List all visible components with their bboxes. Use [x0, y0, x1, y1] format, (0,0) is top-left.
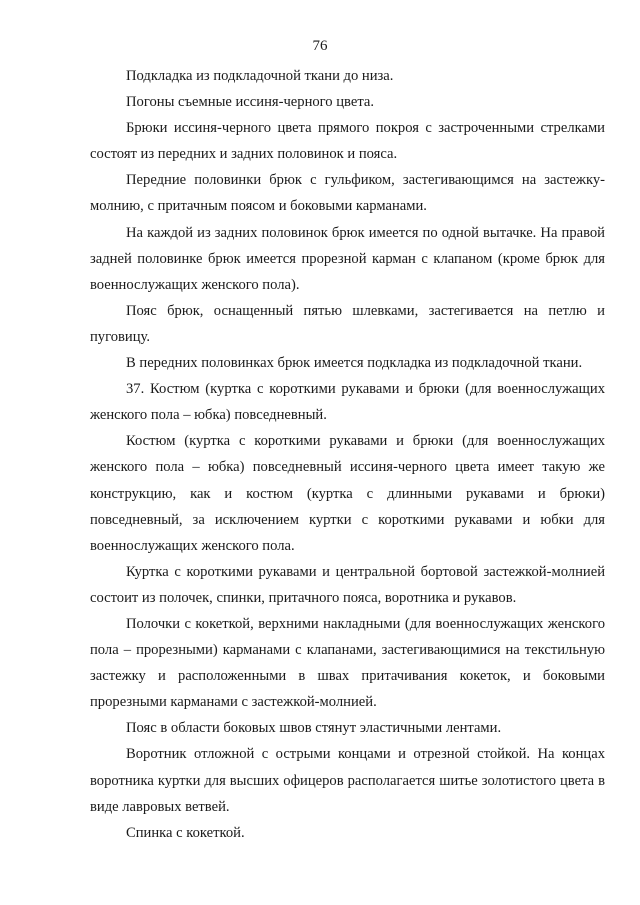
section-heading: 37. Костюм (куртка с короткими рукавами и брюки (для военнослужащих женского пола – юбка) повседневный. — [90, 381, 605, 424]
paragraph: Полочки с кокеткой, верхними накладными (для военнослужащих женского пола – прорезными) карманами с клапанами, застегивающимися на текстильную застежку и расположенными в швах притачивания кокеток, и боковыми прорезными карманами с застежкой-молнией. — [90, 615, 605, 711]
paragraph: Погоны съемные иссиня-черного цвета. — [126, 94, 375, 111]
document-body — [90, 63, 605, 846]
paragraph: Костюм (куртка с короткими рукавами и брюки (для военнослужащих женского пола – юбка) повседневный иссиня-черного цвета имеет такую же конструкцию, как и костюм (куртка с длинными рукавами и брюки) повседневный, за исключением куртки с короткими рукавами и юбки для военнослужащих женского пола. — [90, 433, 605, 554]
paragraph: Подкладка из подкладочной ткани до низа. — [126, 68, 394, 84]
paragraph: Пояс в области боковых швов стянут эластичными лентами. — [126, 720, 502, 737]
paragraph: В передних половинках брюк имеется подкладка из подкладочной ткани. — [126, 355, 583, 372]
page-number: 76 — [312, 38, 328, 54]
paragraph: Пояс брюк, оснащенный пятью шлевками, застегивается на петлю и пуговицу. — [90, 302, 605, 345]
paragraph: На каждой из задних половинок брюк имеется по одной вытачке. На правой задней половинке брюк имеется прорезной карман с клапаном (кроме брюк для военнослужащих женского пола). — [90, 224, 605, 293]
paragraph: Воротник отложной с острыми концами и отрезной стойкой. На концах воротника куртки для высших офицеров располагается шитье золотистого цвета в виде лавровых ветвей. — [90, 746, 605, 815]
paragraph: Спинка с кокеткой. — [126, 824, 245, 841]
paragraph: Брюки иссиня-черного цвета прямого покроя с застроченными стрелками состоят из передних и задних половинок и пояса. — [90, 120, 605, 163]
paragraph: Передние половинки брюк с гульфиком, застегивающимся на застежку-молнию, с притачным поясом и боковыми карманами. — [90, 172, 605, 215]
paragraph: Куртка с короткими рукавами и центральной бортовой застежкой-молнией состоит из полочек, спинки, притачного пояса, воротника и рукавов. — [90, 563, 605, 606]
